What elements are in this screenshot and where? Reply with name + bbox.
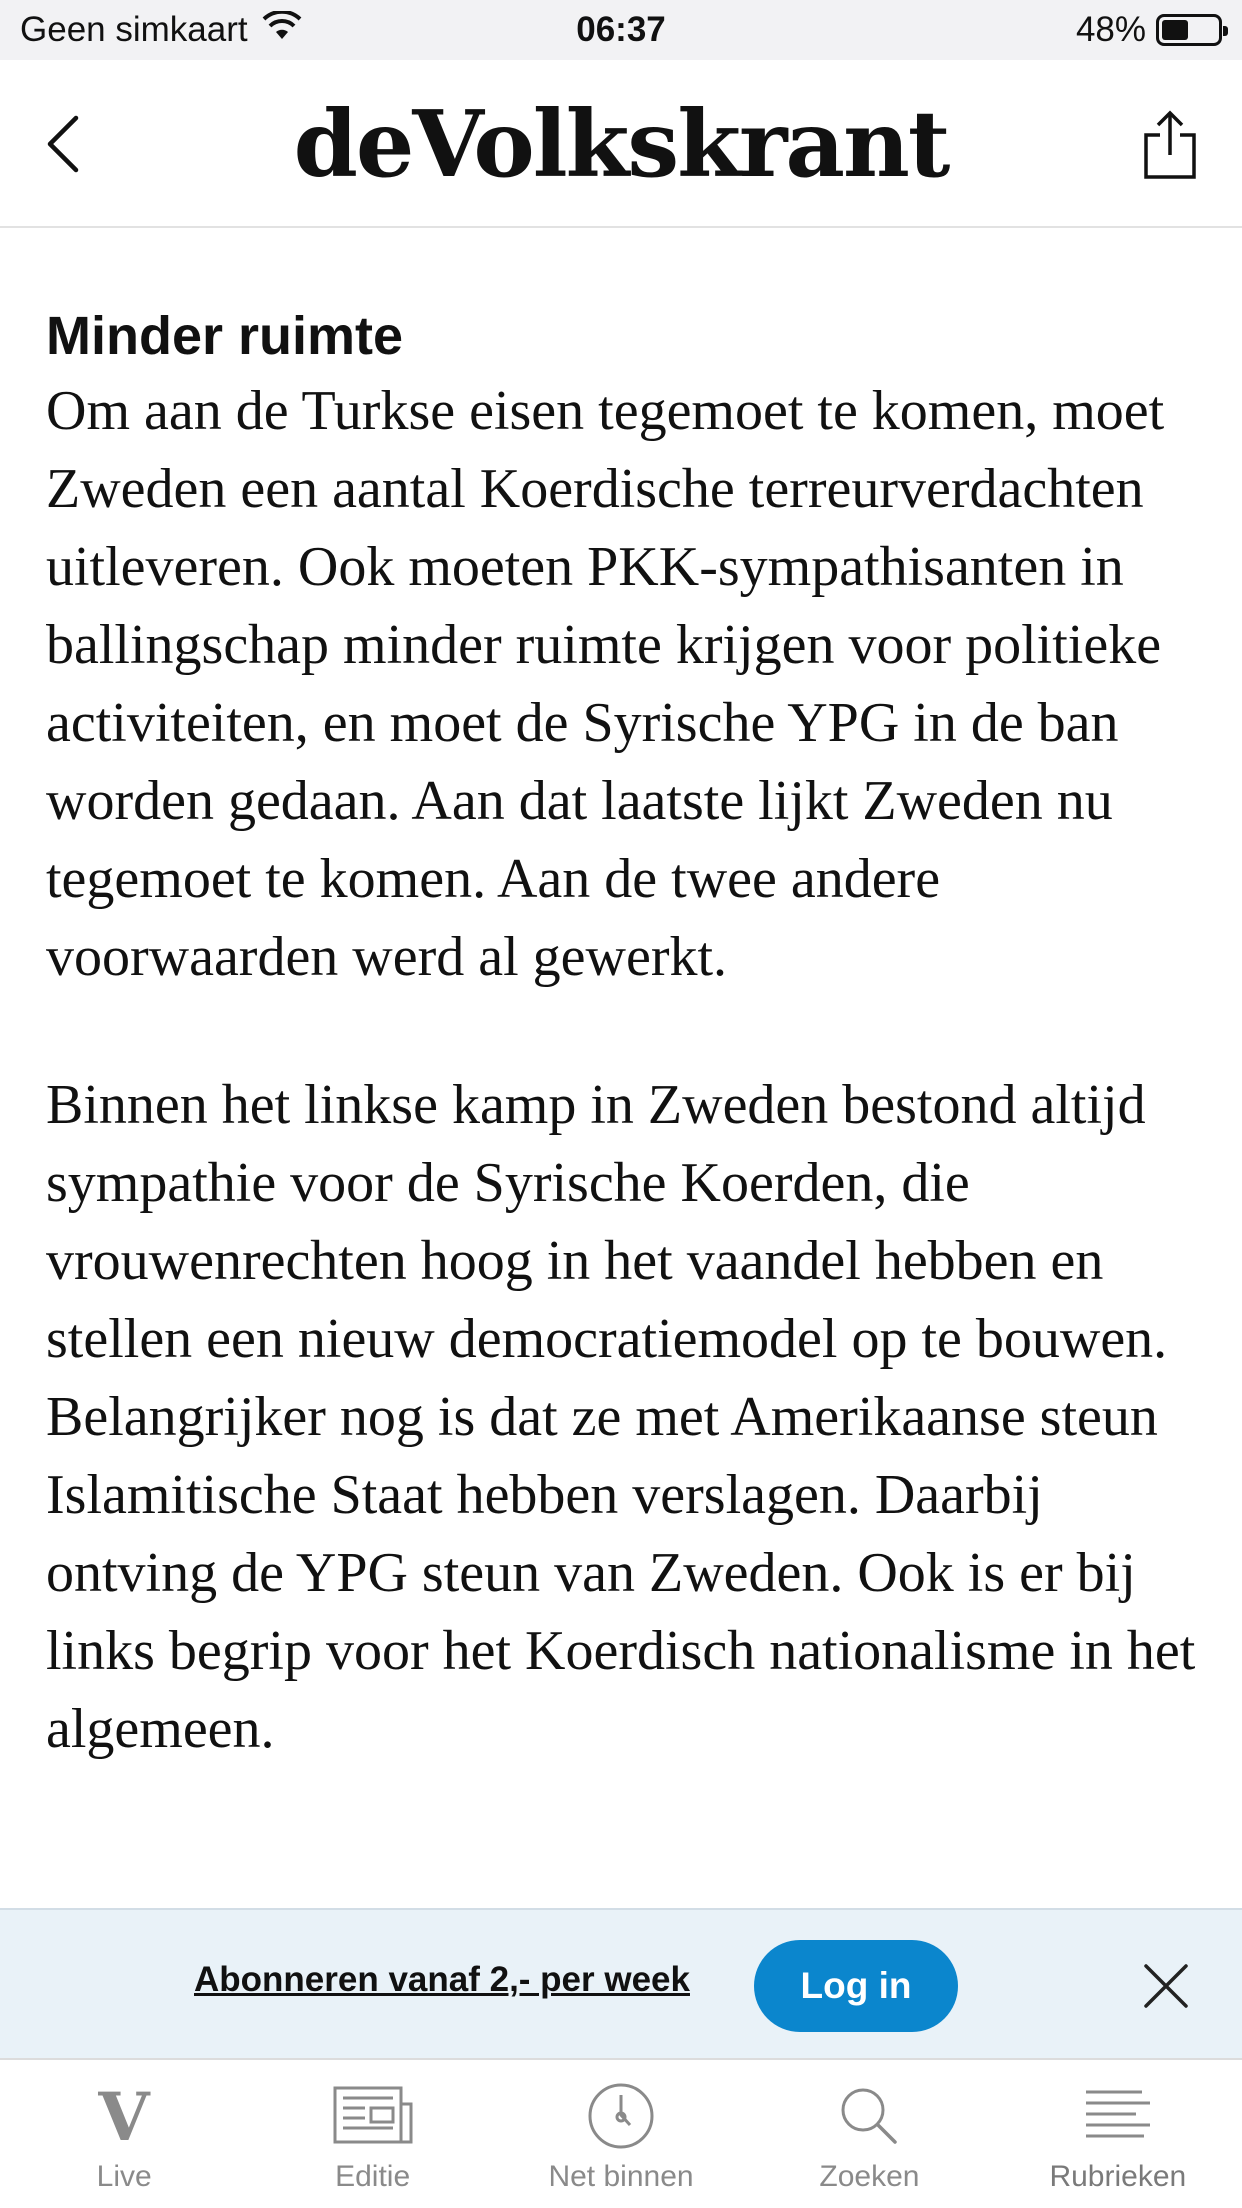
volkskrant-logo: deVolkskrant (293, 90, 949, 198)
status-bar (0, 0, 1242, 60)
article-paragraph: Om aan de Turkse eisen tegemoet te komen, moet Zweden een aantal Koerdische terreurverdachten uitleveren. Ook moeten PKK-sympathisanten in ballingschap minder ruimte krijgen voor politieke activiteiten, en moet de Syrische YPG in de ban worden gedaan. Aan dat laatste lijkt Zweden nu tegemoet te komen. Aan de twee andere voorwaarden werd al gewerkt. (46, 380, 1165, 988)
bottom-tab-bar (0, 2058, 1242, 2208)
subscription-banner (0, 1908, 1242, 2058)
article-paragraph: Binnen het linkse kamp in Zweden bestond altijd sympathie voor de Syrische Koerden, die vrouwenrechten hoog in het vaandel hebben en stellen een nieuw democratiemodel op te bouwen. Belangrijker nog is dat ze met Amerikaanse steun Islamitische Staat hebben verslagen. Daarbij ontving de YPG steun van Zweden. Ook is er bij links begrip voor het Koerdisch nationalisme in het algemeen. (46, 1074, 1196, 1760)
tab-label: Rubrieken (1049, 2160, 1187, 2193)
article-subheading: Minder ruimte (46, 306, 404, 366)
close-banner-button[interactable] (1140, 1960, 1192, 2012)
tab-label: Editie (335, 2160, 411, 2193)
newspaper-icon (331, 2080, 415, 2152)
svg-text:V: V (98, 2084, 150, 2148)
battery-icon (1156, 14, 1222, 46)
carrier-label: Geen simkaart (20, 10, 248, 49)
tab-label: Zoeken (819, 2160, 920, 2193)
article-body (46, 300, 1196, 1768)
battery-fill (1162, 20, 1188, 40)
tab-label: Net binnen (548, 2160, 694, 2193)
volkskrant-v-icon (92, 2080, 156, 2152)
status-left (20, 10, 302, 50)
tab-zoeken[interactable] (745, 2060, 993, 2208)
wifi-icon (262, 10, 302, 50)
list-icon (1082, 2080, 1154, 2152)
tab-label: Live (96, 2160, 152, 2193)
share-icon (1142, 109, 1198, 181)
battery-percent: 48% (1075, 10, 1146, 49)
clock-icon (586, 2080, 656, 2152)
tab-net-binnen[interactable] (497, 2060, 745, 2208)
share-button[interactable] (1134, 100, 1206, 190)
app-header (0, 60, 1242, 228)
search-icon (837, 2080, 901, 2152)
tab-rubrieken[interactable] (994, 2060, 1242, 2208)
subscribe-link[interactable]: Abonneren vanaf 2,- per week (194, 1960, 690, 1999)
status-right (1076, 10, 1222, 50)
login-button[interactable]: Log in (754, 1940, 958, 2032)
tab-editie[interactable] (248, 2060, 496, 2208)
status-time: 06:37 (576, 10, 666, 49)
close-icon (1140, 1960, 1192, 2012)
tab-live[interactable] (0, 2060, 248, 2208)
